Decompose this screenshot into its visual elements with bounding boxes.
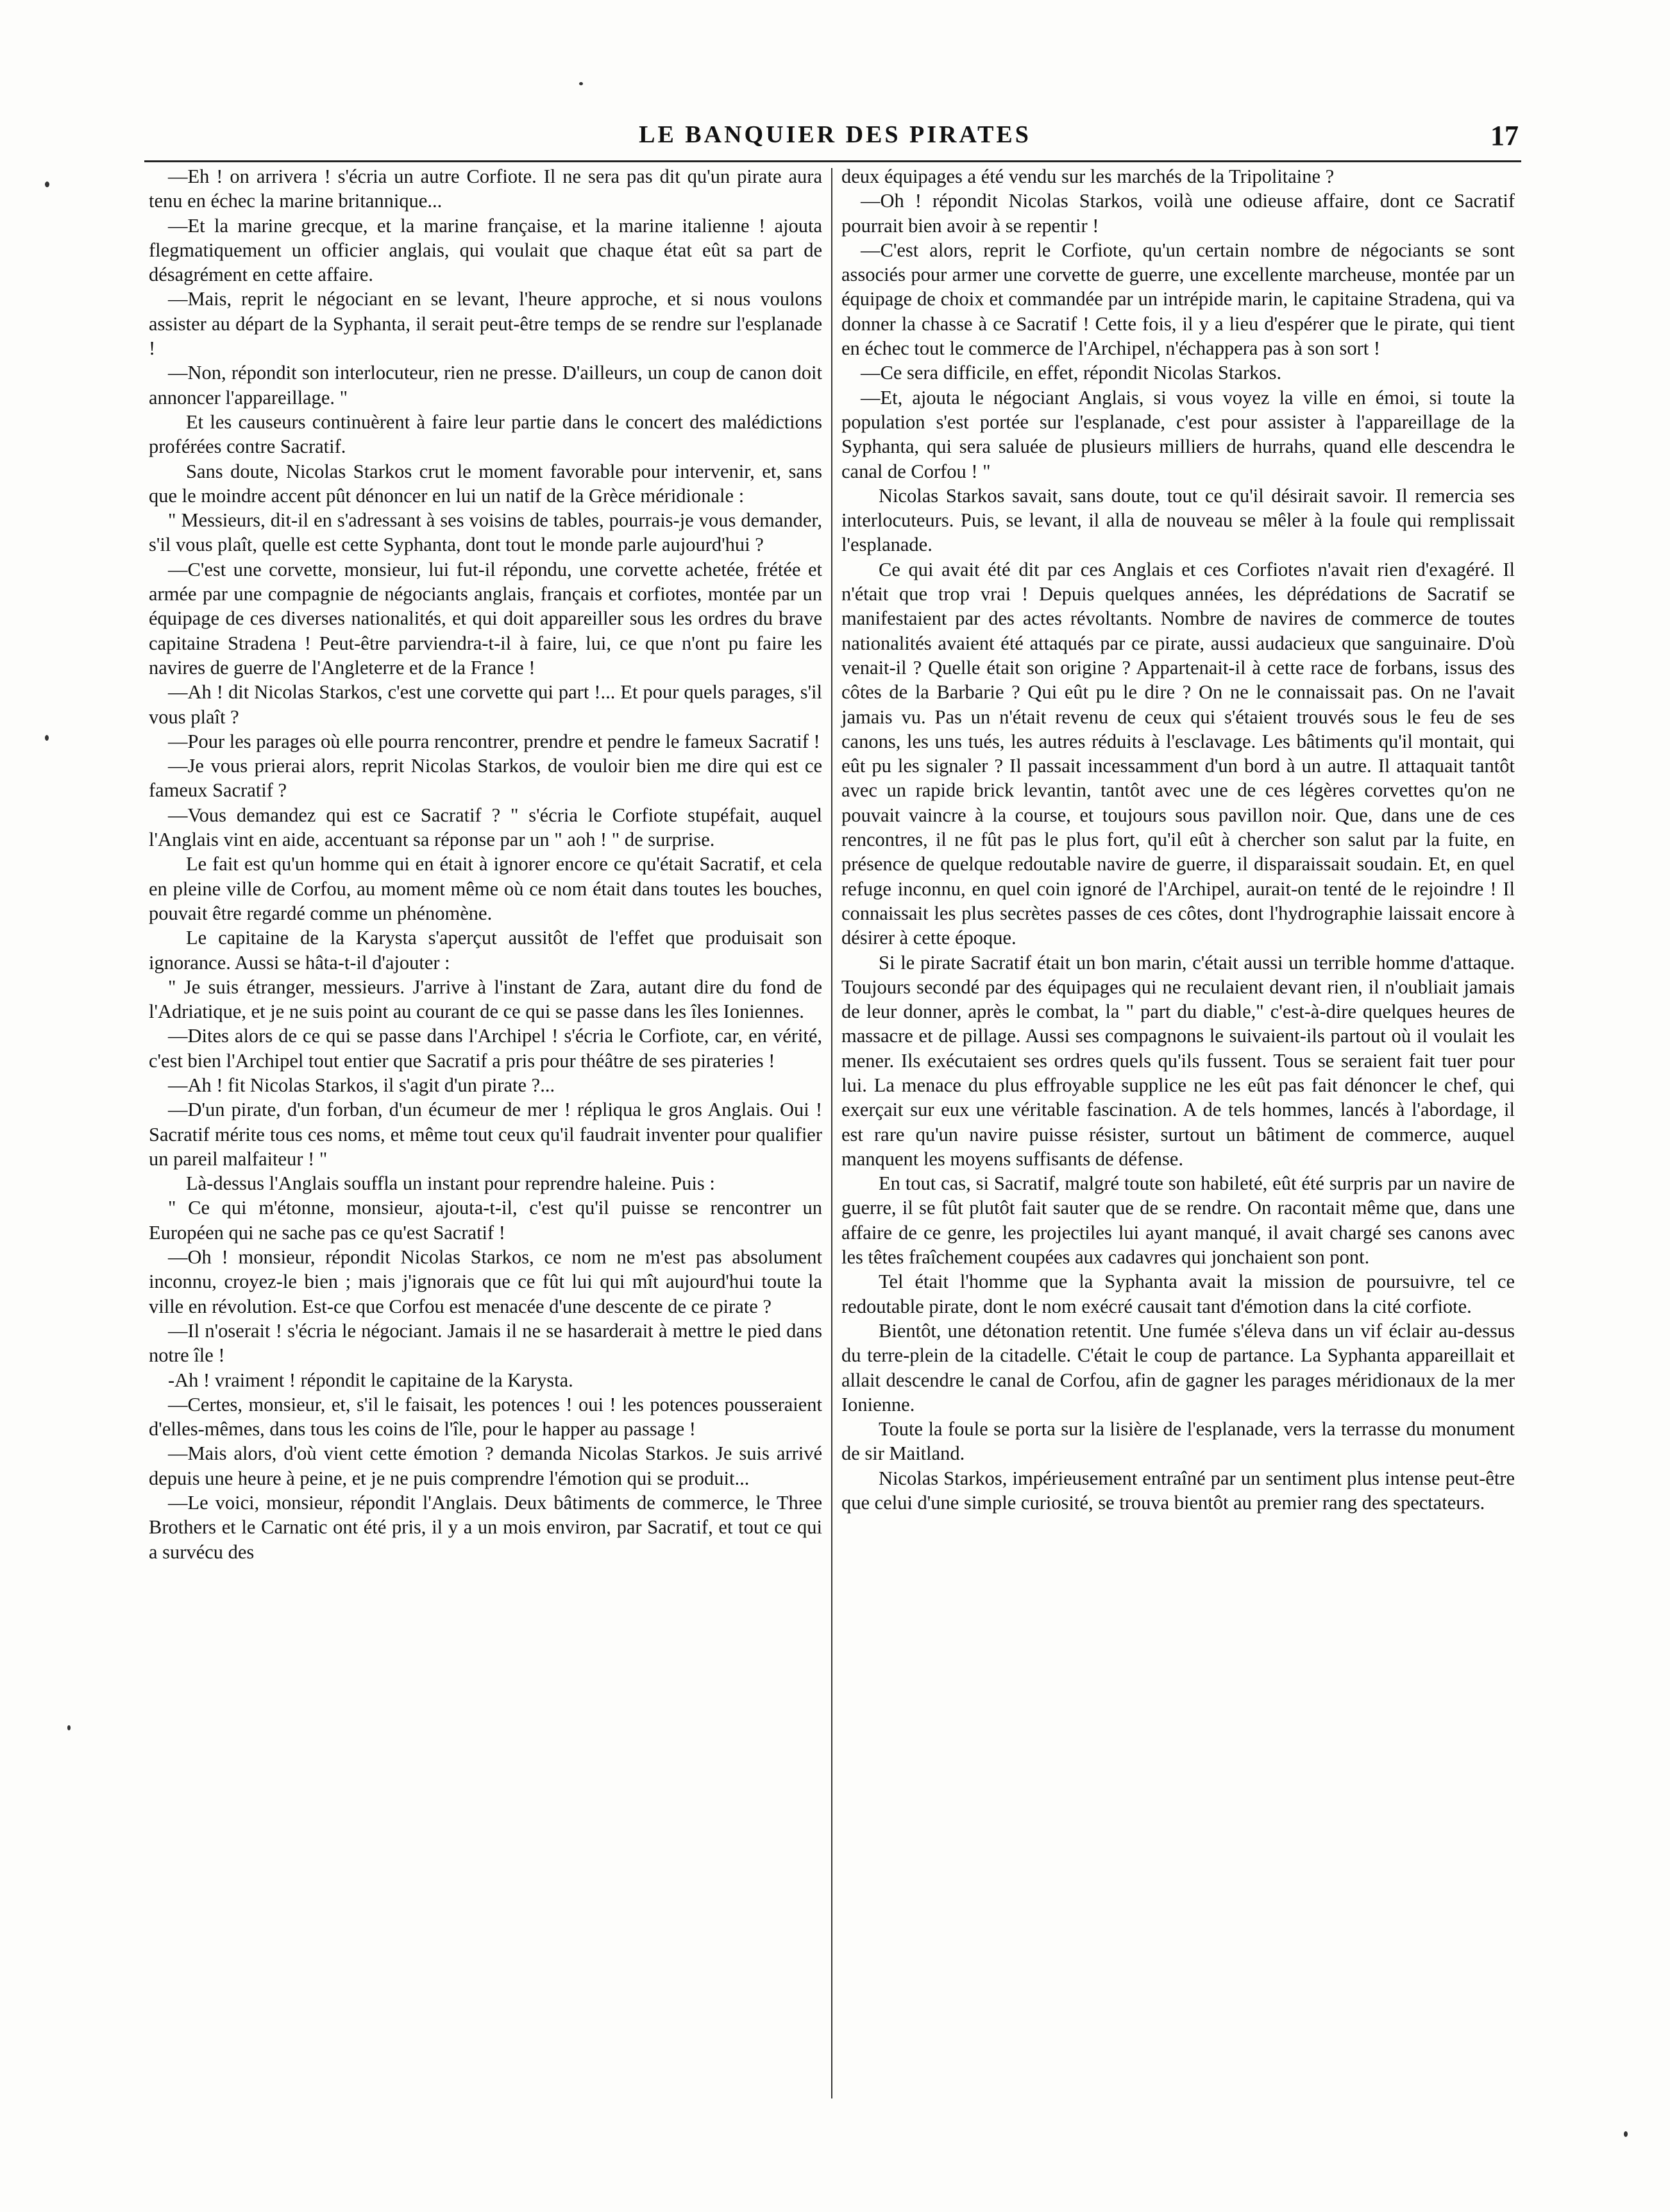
left-column-paragraph: —Il n'oserait ! s'écria le négociant. Jamais il ne se hasarderait à mettre le pied dans notre île ! [149,1319,822,1367]
left-column-paragraph: —Pour les parages où elle pourra rencontrer, prendre et pendre le fameux Sacratif ! [168,730,820,752]
left-column-paragraph: —D'un pirate, d'un forban, d'un écumeur de mer ! répliqua le gros Anglais. Oui ! Sacratif mérite tous ces noms, et même tout ceux qu'il faudrait inventer pour qualifier un pareil malfaiteur ! " [149,1099,822,1170]
right-column-paragraph: Bientôt, une détonation retentit. Une fumée s'éleva dans un vif éclair au-dessus du terre-plein de la citadelle. C'était le coup de partance. La Syphanta appareillait et allait descendre le canal de Corfou, afin de gagner les parages méridionaux de la mer Ionienne. [841,1319,1515,1415]
left-column-paragraph: " Messieurs, dit-il en s'adressant à ses voisins de tables, pourrais-je vous demander, s'il vous plaît, quelle est cette Syphanta, dont tout le monde parle aujourd'hui ? [149,509,822,556]
right-column-paragraph: —Oh ! répondit Nicolas Starkos, voilà une odieuse affaire, dont ce Sacratif pourrait bien avoir à se repentir ! [841,190,1515,237]
ink-speck [579,82,583,85]
left-column-paragraph: -Ah ! vraiment ! répondit le capitaine de la Karysta. [168,1369,573,1391]
left-column-paragraph: Et les causeurs continuèrent à faire leur partie dans le concert des malédictions proférées contre Sacratif. [149,410,822,458]
left-column-paragraph: —Certes, monsieur, et, s'il le faisait, les potences ! oui ! les potences pousseraient d'elles-mêmes, dans tous les coins de l'île, pour le happer au passage ! [149,1393,822,1440]
left-column-paragraph: —Ah ! dit Nicolas Starkos, c'est une corvette qui part !... Et pour quels parages, s'il vous plaît ? [149,681,822,728]
page-number: 17 [1490,120,1519,151]
right-column-paragraph: Ce qui avait été dit par ces Anglais et ces Corfiotes n'avait rien d'exagéré. Il n'était que trop vrai ! Depuis quelques années, les déprédations de Sacratif se manifestaient par des actes révoltants. Nombre de navires de commerce de toutes nationalités avaient été attaqués par ce pirate, aussi audacieux que sanguinaire. D'où venait-il ? Quelle était son origine ? Appartenait-il à cette race de forbans, issus des côtes de la Barbarie ? Qui eût pu le dire ? On ne le connaissait pas. On ne l'avait jamais vu. Pas un n'était revenu de ceux qui s'étaient trouvés sous le feu de ses canons, les uns tués, les autres réduits à l'esclavage. Les bâtiments qu'il montait, qui eût pu les signaler ? Il passait incessamment d'un bord à un autre. Il attaquait tantôt avec un rapide brick levantin, tantôt avec une de ces légères corvettes qu'on ne pouvait vaincre à la course, et toujours sous pavillon noir. Que, dans une de ces rencontres, il ne fût pas le plus fort, qu'il eût à chercher son salut par la fuite, en présence de quelque redoutable navire de guerre, il disparaissait soudain. Et, en quel refuge inconnu, en quel coin ignoré de l'Archipel, aurait-on tenté de le rejoindre ! Il connaissait les plus secrètes passes de ces côtes, dont l'hydrographie laissait encore à désirer à cette époque. [841,558,1515,949]
ink-speck [45,735,49,741]
left-column-paragraph: —Mais, reprit le négociant en se levant, l'heure approche, et si nous voulons assister au départ de la Syphanta, il serait peut-être temps de se rendre sur l'esplanade ! [149,288,822,360]
right-column [841,164,1515,1515]
left-column-paragraph: Le capitaine de la Karysta s'aperçut aussitôt de l'effet que produisait son ignorance. Aussi se hâta-t-il d'ajouter : [149,927,822,974]
left-column-paragraph: —Eh ! on arrivera ! s'écria un autre Corfiote. Il ne sera pas dit qu'un pirate aura tenu en échec la marine britannique... [149,165,822,212]
left-column-paragraph: —Vous demandez qui est ce Sacratif ? " s'écria le Corfiote stupéfait, auquel l'Anglais vint en aide, accentuant sa réponse par un " aoh ! " de surprise. [149,804,822,851]
running-title: LE BANQUIER DES PIRATES [639,121,1031,148]
left-column-paragraph: " Ce qui m'étonne, monsieur, ajouta-t-il, c'est qu'il puisse se rencontrer un Européen qui ne sache pas ce qu'est Sacratif ! [149,1197,822,1244]
right-column-paragraph: Si le pirate Sacratif était un bon marin, c'était aussi un terrible homme d'attaque. Toujours secondé par des équipages qui ne reculaient devant rien, il n'oubliait jamais de leur donner, après le combat, la " part du diable," c'est-à-dire quelques heures de massacre et de pillage. Aussi ses compagnons le suivaient-ils partout où il voulait les mener. Ils exécutaient ses ordres quels qu'ils fussent. Tous se seraient fait tuer pour lui. La menace du plus effroyable supplice ne les eût pas fait dénoncer le chef, qui exerçait sur eux une véritable fascination. A de tels hommes, lancés à l'abordage, il est rare qu'un navire puisse résister, surtout un bâtiment de commerce, auquel manquent les moyens suffisants de défense. [841,951,1515,1170]
left-column-paragraph: Sans doute, Nicolas Starkos crut le moment favorable pour intervenir, et, sans que le moindre accent pût dénoncer en lui un natif de la Grèce méridionale : [149,460,822,507]
right-column-paragraph: —Et, ajouta le négociant Anglais, si vous voyez la ville en émoi, si toute la population s'est portée sur l'esplanade, c'est pour assister à l'appareillage de la Syphanta, qui sera saluée de plusieurs milliers de hurrahs, quand elle descendra le canal de Corfou ! " [841,386,1515,482]
ink-speck [67,1725,71,1730]
header-rule [144,160,1521,162]
column-divider [831,168,832,2098]
ink-speck [45,182,49,187]
left-column-paragraph: Le fait est qu'un homme qui en était à ignorer encore ce qu'était Sacratif, et cela en pleine ville de Corfou, au moment même où ce nom était dans toutes les bouches, pouvait être regardé comme un phénomène. [149,853,822,924]
left-column-paragraph: —Mais alors, d'où vient cette émotion ? demanda Nicolas Starkos. Je suis arrivé depuis une heure à peine, et je ne puis comprendre l'émotion qui se produit... [149,1442,822,1489]
left-column-paragraph: —Et la marine grecque, et la marine française, et la marine italienne ! ajouta flegmatiquement un officier anglais, qui voulait que chaque état eût sa part de désagrément en cette affaire. [149,214,822,286]
right-column-paragraph: Nicolas Starkos, impérieusement entraîné par un sentiment plus intense peut-être que celui d'une simple curiosité, se trouva bientôt au premier rang des spectateurs. [841,1467,1515,1514]
left-column-paragraph: —Non, répondit son interlocuteur, rien ne presse. D'ailleurs, un coup de canon doit annoncer l'appareillage. " [149,362,822,409]
right-column-paragraph: —C'est alors, reprit le Corfiote, qu'un certain nombre de négociants se sont associés pour armer une corvette de guerre, une excellente marcheuse, montée par un équipage de choix et commandée par un intrépide marin, le capitaine Stradena, qui va donner la chasse à ce Sacratif ! Cette fois, il y a lieu d'espérer que le pirate, qui tient en échec tout le commerce de l'Archipel, n'échappera pas à son sort ! [841,239,1515,360]
left-column-paragraph: —Ah ! fit Nicolas Starkos, il s'agit d'un pirate ?... [168,1074,555,1096]
right-column-paragraph: deux équipages a été vendu sur les marchés de la Tripolitaine ? [841,165,1335,187]
left-column [149,164,822,1564]
left-column-paragraph: —C'est une corvette, monsieur, lui fut-il répondu, une corvette achetée, frétée et armée par une compagnie de négociants anglais, français et corfiotes, montée par un équipage de ces diverses nationalités, et qui doit appareiller sous les ordres du brave capitaine Stradena ! Peut-être parviendra-t-il à faire, lui, ce que n'ont pu faire les navires de guerre de l'Angleterre et de la France ! [149,558,822,679]
right-column-paragraph: Nicolas Starkos savait, sans doute, tout ce qu'il désirait savoir. Il remercia ses interlocuteurs. Puis, se levant, il alla de nouveau se mêler à la foule qui remplissait l'esplanade. [841,484,1515,556]
ink-speck [1624,2131,1628,2137]
left-column-paragraph: —Le voici, monsieur, répondit l'Anglais. Deux bâtiments de commerce, le Three Brothers et le Carnatic ont été pris, il y a un mois environ, par Sacratif, et tout ce qui a survécu des [149,1492,822,1563]
right-column-paragraph: Tel était l'homme que la Syphanta avait la mission de poursuivre, tel ce redoutable pirate, dont le nom exécré causait tant d'émotion dans la cité corfiote. [841,1271,1515,1317]
right-column-paragraph: Toute la foule se porta sur la lisière de l'esplanade, vers la terrasse du monument de sir Maitland. [841,1418,1515,1465]
right-column-paragraph: En tout cas, si Sacratif, malgré toute son habileté, eût été surpris par un navire de guerre, il se fût plutôt fait sauter que de se rendre. On racontait même que, dans une affaire de ce genre, les projectiles lui ayant manqué, il avait chargé ses canons avec les têtes fraîchement coupées aux cadavres qui jonchaient son pont. [841,1172,1515,1269]
left-column-paragraph: " Je suis étranger, messieurs. J'arrive à l'instant de Zara, autant dire du fond de l'Adriatique, et je ne suis point au courant de ce qui se passe dans les îles Ioniennes. [149,975,822,1023]
left-column-paragraph: —Dites alors de ce qui se passe dans l'Archipel ! s'écria le Corfiote, car, en vérité, c'est bien l'Archipel tout entier que Sacratif a pris pour théâtre de ses pirateries ! [149,1025,822,1072]
left-column-paragraph: —Je vous prierai alors, reprit Nicolas Starkos, de vouloir bien me dire qui est ce fameux Sacratif ? [149,755,822,802]
left-column-paragraph: Là-dessus l'Anglais souffla un instant pour reprendre haleine. Puis : [186,1172,715,1195]
right-column-paragraph: —Ce sera difficile, en effet, répondit Nicolas Starkos. [861,362,1282,384]
left-column-paragraph: —Oh ! monsieur, répondit Nicolas Starkos, ce nom ne m'est pas absolument inconnu, croyez-le bien ; mais j'ignorais que ce fût lui qui mît aujourd'hui toute la ville en révolution. Est-ce que Corfou est menacée d'une descente de ce pirate ? [149,1246,822,1317]
